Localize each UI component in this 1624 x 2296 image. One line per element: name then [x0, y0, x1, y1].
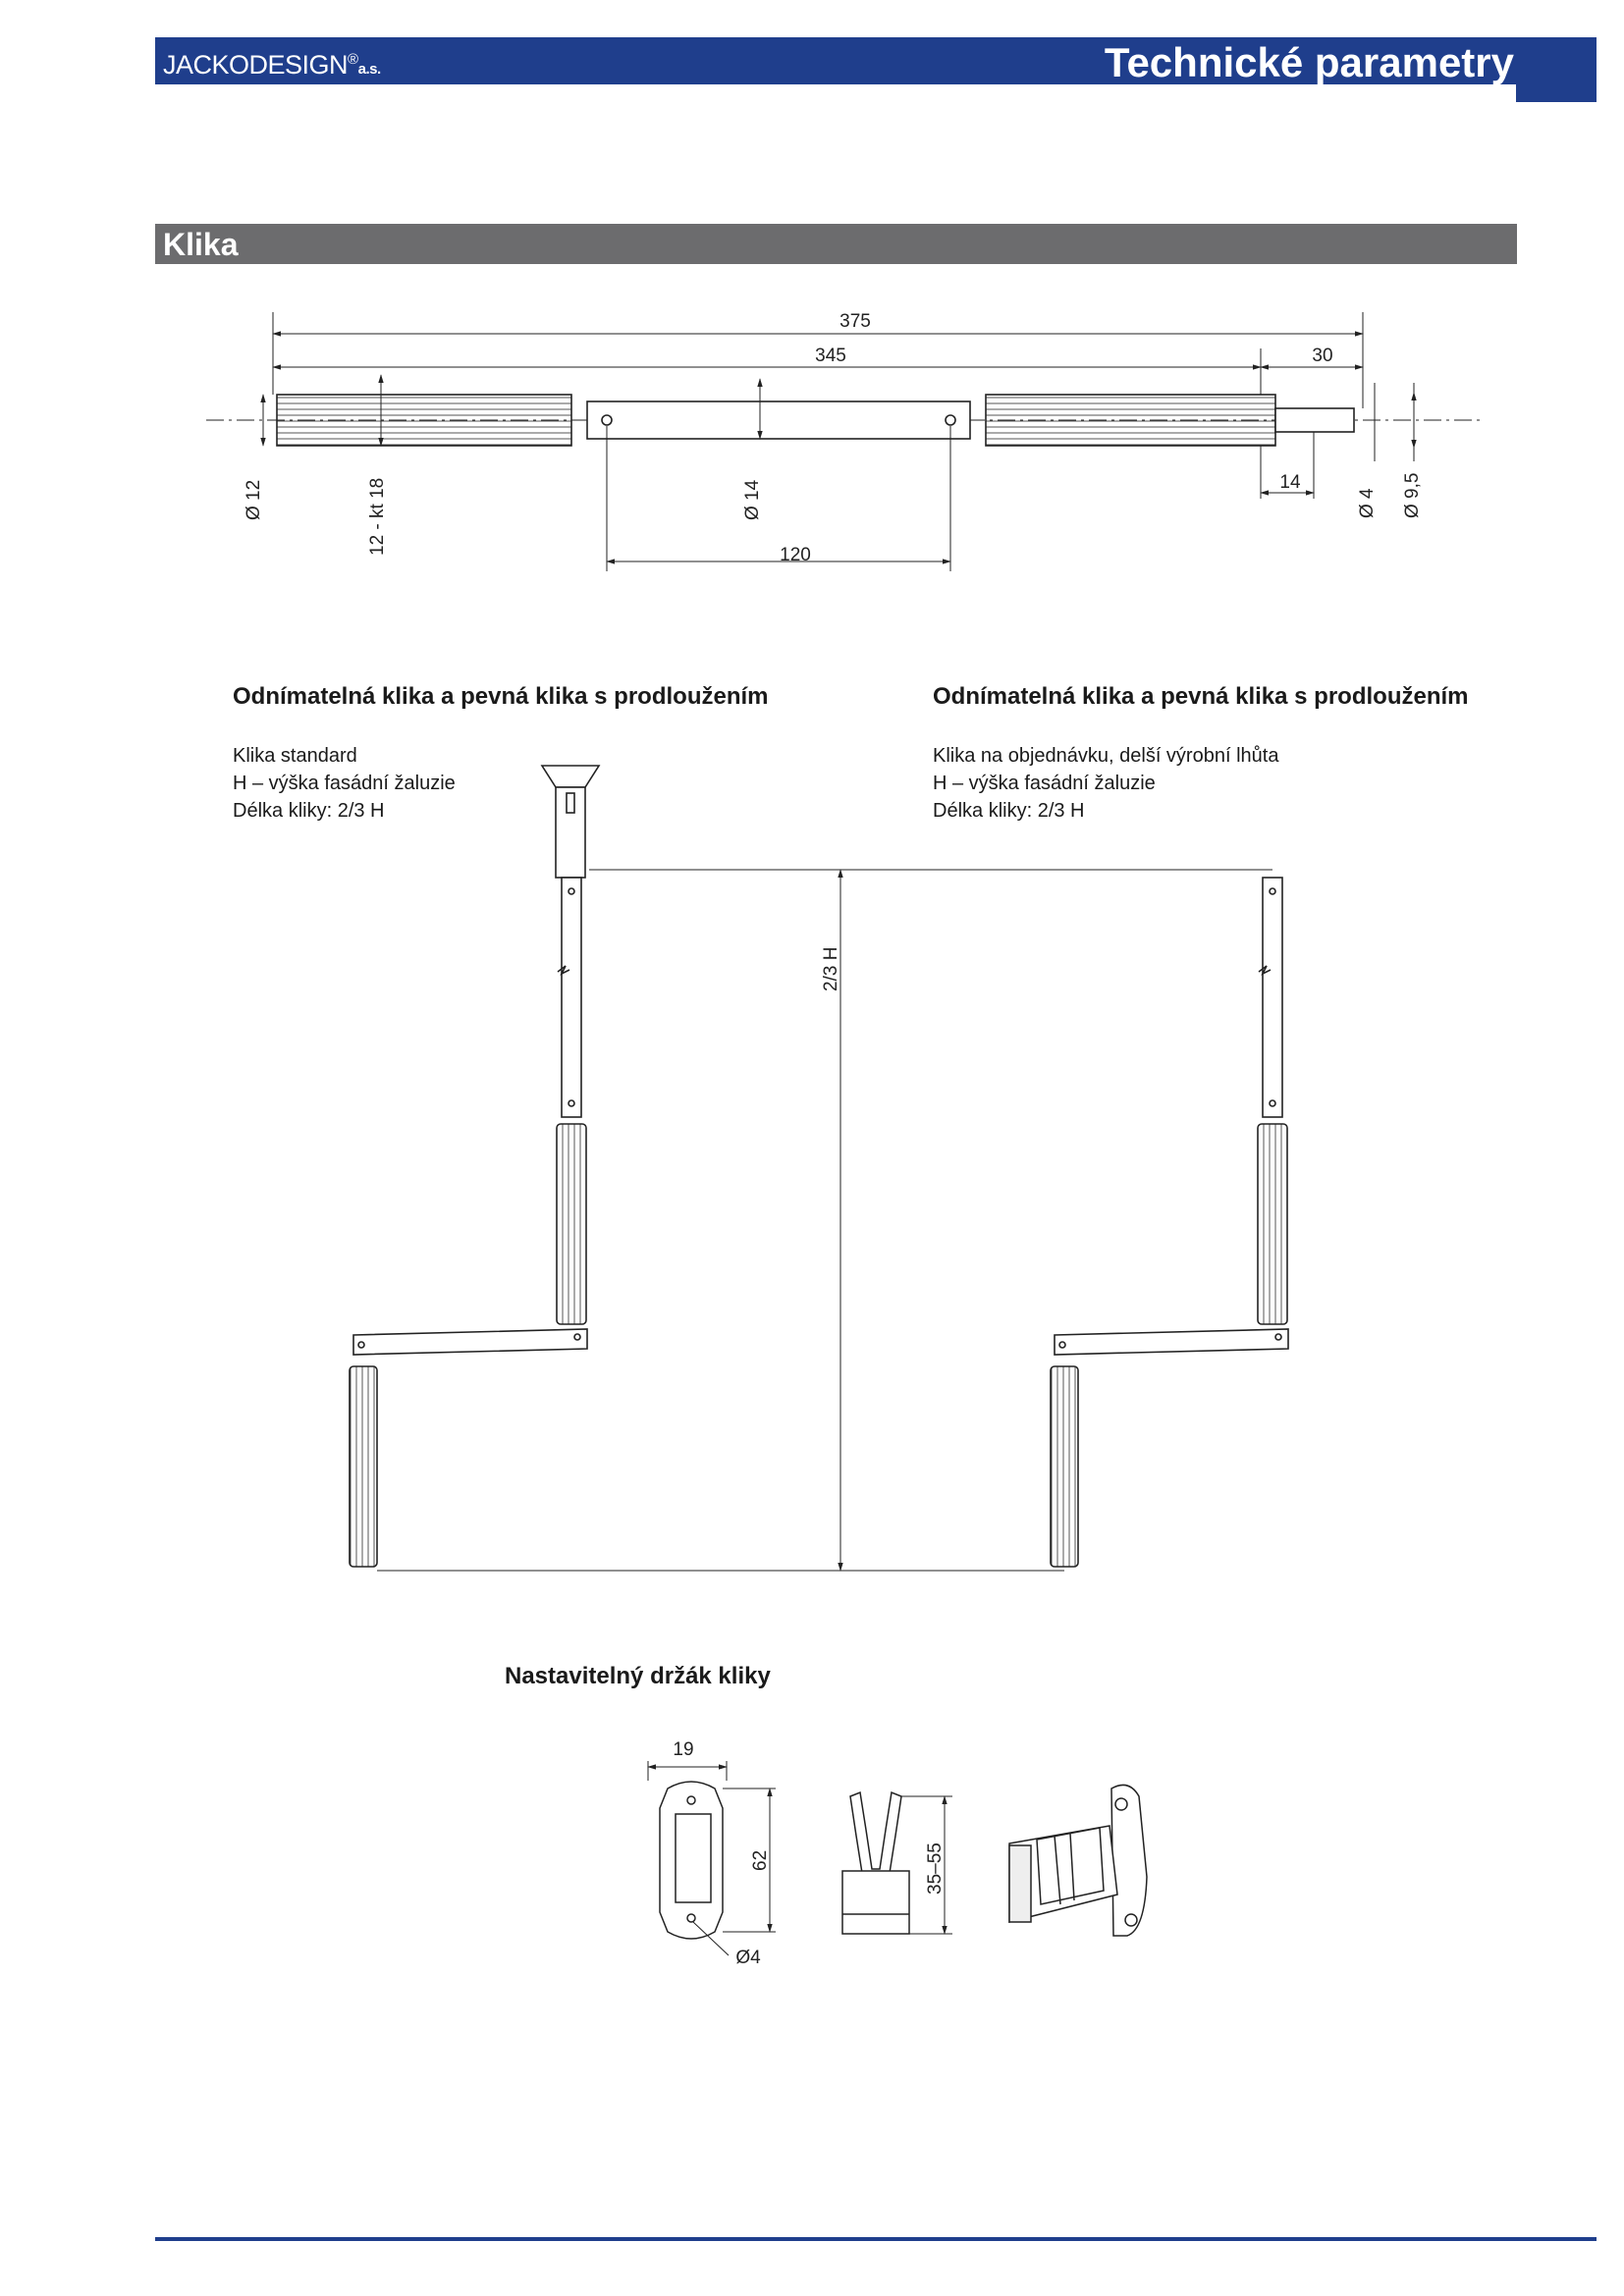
upper-grip-right: [1258, 1124, 1287, 1324]
lower-grip-left: [350, 1366, 377, 1567]
dim-tip: 30: [1312, 346, 1333, 366]
dim-pin-diameter: Ø 4: [1357, 488, 1378, 518]
holder-3d-view: [1009, 1785, 1147, 1936]
crank-left: [350, 766, 599, 1567]
holder-hole: Ø4: [735, 1948, 761, 1968]
crank-arm-left: [353, 1329, 587, 1355]
dim-rod-diameter: Ø 14: [742, 479, 763, 520]
right-grip: [986, 395, 1275, 446]
left-line-2: H – výška fasádní žaluzie: [233, 773, 456, 794]
right-column-heading: Odnímatelná klika a pevná klika s prodloužením: [933, 683, 1469, 710]
dim-hex: 12 - kt 18: [367, 477, 388, 556]
dim-overall: 375: [839, 311, 871, 332]
dim-holes: 120: [780, 545, 811, 565]
right-line-3: Délka kliky: 2/3 H: [933, 800, 1085, 822]
shaft-tip: [1275, 408, 1354, 432]
left-line-3: Délka kliky: 2/3 H: [233, 800, 385, 822]
holder-width: 19: [673, 1739, 694, 1760]
holder-range: 35–55: [925, 1842, 946, 1895]
right-line-2: H – výška fasádní žaluzie: [933, 773, 1156, 794]
extension-rod-right: [1263, 878, 1282, 1117]
page-title: Technické parametry: [1104, 39, 1514, 85]
lower-grip-right: [1051, 1366, 1078, 1567]
brand-suffix: a.s.: [357, 61, 381, 78]
dim-grip-diameter: Ø 12: [244, 479, 264, 520]
extension-rod-left: [562, 878, 581, 1117]
middle-rod: [587, 401, 970, 439]
left-line-1: Klika standard: [233, 745, 357, 767]
holder-heading: Nastavitelný držák kliky: [505, 1663, 771, 1689]
dim-height: 2/3 H: [821, 946, 841, 991]
crank-arm-right: [1055, 1329, 1288, 1355]
brand-registered-mark: ®: [348, 51, 358, 68]
left-column-heading: Odnímatelná klika a pevná klika s prodloužením: [233, 683, 769, 710]
right-line-1: Klika na objednávku, delší výrobní lhůta: [933, 745, 1279, 767]
dim-main: 345: [815, 346, 846, 366]
left-grip: [277, 395, 571, 446]
upper-grip-left: [557, 1124, 586, 1324]
right-column-description: [933, 742, 1278, 825]
section-title: Klika: [163, 227, 239, 262]
left-column-description: [233, 742, 456, 825]
dim-tip-diameter: Ø 9,5: [1402, 472, 1423, 518]
crank-right: [1051, 878, 1288, 1567]
footer-rule: [155, 2237, 1597, 2241]
hook-head: [542, 766, 599, 787]
brand-name: JACKODESIGN: [163, 50, 349, 80]
dim-pin-length: 14: [1279, 472, 1301, 493]
holder-height: 62: [750, 1849, 771, 1871]
